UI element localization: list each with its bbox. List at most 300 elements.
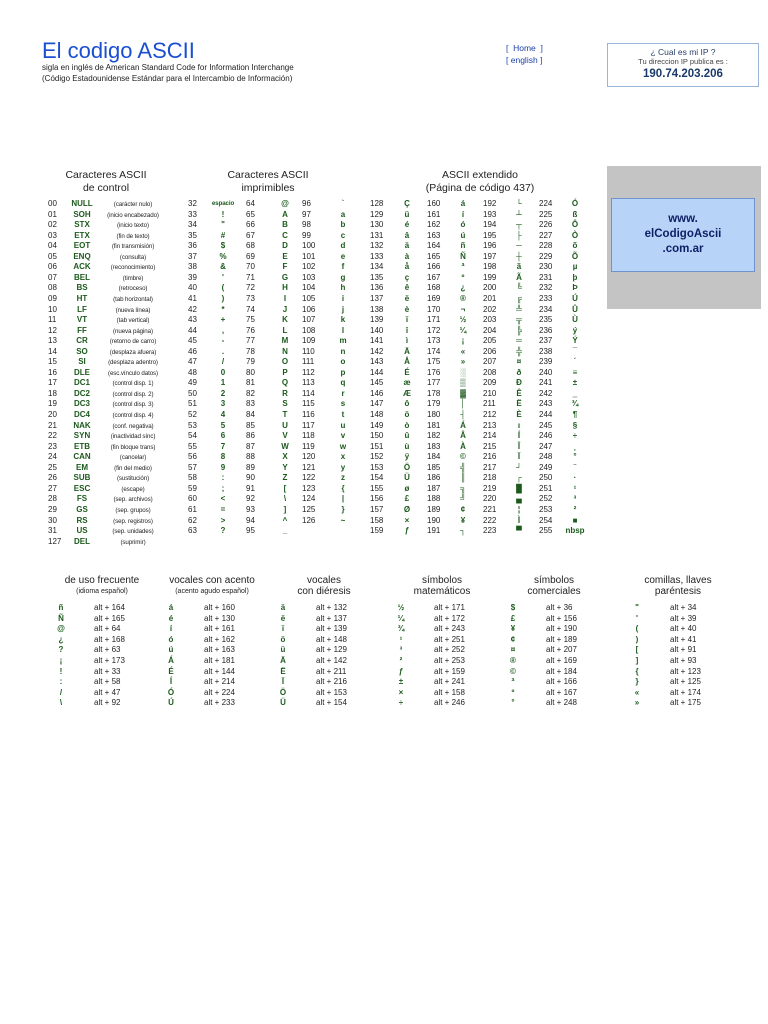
printable-code: 75 [246,315,255,325]
group-char: ú [168,645,174,655]
extended-code: 205 [483,336,497,346]
group-altcode: alt + 253 [434,656,465,665]
printable-code: 108 [302,325,316,335]
control-abbrev: ETX [74,230,90,240]
control-desc: (consulta) [119,253,147,261]
printable-code: 64 [246,199,255,208]
extended-char: Ù [572,315,578,325]
extended-code: 140 [370,325,384,335]
group-altcode: alt + 214 [204,677,235,687]
english-link[interactable]: english [510,55,538,65]
printable-char: } [341,504,345,514]
printable-code: 67 [246,230,255,240]
group-altcode: alt + 160 [204,603,235,612]
extended-code: 146 [370,388,384,398]
extended-char: ▄ [516,494,522,504]
control-code: 20 [48,410,57,419]
extended-char: ü [404,209,410,219]
extended-code: 171 [427,315,441,325]
extended-char: « [460,346,466,356]
printable-char: U [282,420,288,430]
printable-char: y [340,462,346,472]
section-header-control: Caracteres ASCII de control [65,169,147,194]
group-altcode: alt + 40 [670,624,697,634]
extended-code: 228 [539,241,553,251]
group-char: ² [399,656,403,665]
extended-code: 168 [427,283,441,293]
control-abbrev: NULL [71,199,93,208]
extended-char: ¢ [460,504,466,514]
extended-char: ı [517,420,521,430]
printable-code: 122 [302,473,316,483]
extended-char: Ö [403,462,411,472]
control-code: 19 [48,399,57,409]
site-banner [607,166,761,309]
printable-char: ' [222,272,224,282]
group-altcode: alt + 39 [670,613,697,623]
printable-code: 36 [188,241,197,251]
control-abbrev: HT [76,293,88,303]
extended-code: 155 [370,483,384,493]
group-char: Ä [280,656,286,665]
extended-code: 242 [539,388,553,398]
extended-char: æ [403,378,411,388]
control-desc: (inicio encabezado) [107,211,159,219]
extended-code: 221 [483,504,497,514]
extended-char: ╚ [516,283,522,293]
extended-code: 166 [427,262,441,272]
printable-char: ( [221,283,225,293]
control-abbrev: LF [77,304,87,314]
extended-char: ã [516,262,522,272]
page-title: El codigo ASCII [42,38,195,63]
control-code: 13 [48,336,57,346]
printable-code: 99 [302,230,311,240]
group-char: º [511,687,515,697]
control-code: 14 [48,346,57,356]
printable-code: 41 [188,293,197,303]
extended-code: 164 [427,241,441,251]
printable-code: 43 [188,315,197,325]
control-abbrev: STX [74,220,90,230]
extended-code: 149 [370,420,384,430]
printable-char: v [340,431,346,441]
extended-char: õ [572,241,578,251]
printable-char: ^ [282,515,288,525]
printable-char: 6 [220,431,226,441]
extended-char: ² [573,504,577,514]
control-desc: (conf. negativa) [112,422,154,430]
extended-code: 229 [539,251,553,261]
group-altcode: alt + 167 [546,687,577,697]
extended-code: 215 [483,441,497,451]
group-header: vocales con diéresis [297,575,351,597]
group-char: ¡ [59,656,63,665]
group-char: Ë [280,666,286,676]
extended-char: Á [460,420,466,430]
extended-char: ┐ [460,526,466,536]
extended-code: 151 [370,441,384,451]
printable-code: 87 [246,441,255,451]
group-char: ° [511,698,515,708]
group-altcode: alt + 91 [670,645,697,655]
extended-code: 161 [427,209,441,219]
group-char: Ó [167,687,175,697]
group-char: Ö [279,687,287,697]
printable-code: 114 [302,388,315,398]
printable-char: T [282,410,288,419]
control-desc: (inicio texto) [117,222,149,230]
control-desc: (tab vertical) [116,317,150,325]
extended-char: ÿ [404,452,410,462]
extended-code: 251 [539,483,553,493]
extended-code: 239 [539,357,553,367]
control-code: 11 [48,315,57,325]
group-char: ³ [399,645,403,655]
control-desc: (fin del medio) [114,464,152,472]
extended-code: 225 [539,209,553,219]
control-abbrev: VT [76,315,88,325]
extended-code: 170 [427,304,441,314]
extended-code: 136 [370,283,384,293]
printable-code: 44 [188,325,197,335]
printable-code: 104 [302,283,316,293]
extended-code: 237 [539,336,553,346]
group-altcode: alt + 63 [94,645,121,655]
control-abbrev: DC4 [73,410,90,419]
extended-code: 163 [427,230,441,240]
extended-char: ± [572,378,578,388]
extended-code: 185 [427,462,441,472]
group-char: ñ [58,603,64,612]
control-desc: (tab horizontal) [113,295,153,303]
extended-code: 193 [483,209,497,219]
group-char: ö [280,634,286,644]
printable-char: M [281,336,289,346]
printable-code: 65 [246,209,255,219]
printable-code: 50 [188,388,197,398]
extended-code: 213 [483,420,497,430]
printable-char: w [339,441,347,451]
printable-char: 5 [220,420,226,430]
printable-char: W [281,441,289,451]
printable-char: o [340,357,346,367]
group-altcode: alt + 144 [204,666,235,676]
printable-code: 84 [246,410,255,419]
control-desc: (nueva línea) [115,306,151,314]
control-desc: (sustitución) [116,475,150,483]
control-desc: (timbre) [122,274,144,282]
printable-code: 51 [188,399,197,409]
group-altcode: alt + 172 [434,613,465,623]
printable-code: 100 [302,241,316,251]
group-altcode: alt + 93 [670,656,697,665]
extended-char: Ò [571,230,579,240]
printable-char: r [341,388,345,398]
extended-code: 227 [539,230,553,240]
extended-char: ▒ [460,378,466,388]
group-char: £ [510,613,516,623]
printable-char: % [219,251,227,261]
extended-code: 183 [427,441,441,451]
ip-desc: Tu direccion IP publica es : [638,57,728,66]
control-desc: (reconocimiento) [110,264,156,272]
extended-code: 200 [483,283,497,293]
extended-char: ú [460,230,466,240]
extended-char: ┤ [460,410,466,419]
group-altcode: alt + 252 [434,645,465,655]
extended-char: § [572,420,578,430]
extended-char: ° [573,452,577,462]
control-abbrev: GS [76,504,88,514]
printable-char: H [282,283,288,293]
printable-char: h [340,283,346,293]
printable-code: 42 [188,304,197,314]
control-desc: (suprimir) [120,538,146,546]
nav-links: [ Home ] [ english ] [506,43,543,65]
extended-char: ® [460,293,466,303]
control-abbrev: SO [76,346,88,356]
control-code: 27 [48,483,57,493]
home-link[interactable]: Home [513,43,536,53]
printable-code: 123 [302,483,316,493]
printable-code: 82 [246,388,255,398]
group-altcode: alt + 233 [204,698,235,708]
group-altcode: alt + 207 [546,645,577,655]
printable-code: 56 [188,452,197,462]
group-char: × [398,687,404,697]
extended-code: 157 [370,504,384,514]
extended-char: Í [517,431,521,441]
banner-link[interactable]: www. elCodigoAscii .com.ar [611,198,755,272]
group-char: ¤ [510,645,516,655]
control-code: 22 [48,431,57,441]
extended-code: 194 [483,220,497,230]
printable-char: b [340,220,346,230]
group-char: ¹ [399,634,403,644]
extended-char: ╩ [516,304,522,314]
printable-char: , [221,325,225,335]
extended-code: 198 [483,262,497,272]
extended-char: À [460,441,466,451]
extended-code: 188 [427,494,441,504]
printable-code: 102 [302,262,316,272]
group-altcode: alt + 243 [434,624,465,634]
group-char: ( [635,624,639,634]
extended-code: 204 [483,325,497,335]
control-abbrev: ETB [74,441,90,451]
control-abbrev: DEL [74,536,90,546]
printable-code: 110 [302,346,315,356]
extended-char: ┘ [516,462,522,472]
extended-code: 159 [370,526,384,536]
printable-code: 88 [246,452,255,462]
extended-char: Û [572,304,578,314]
extended-char: å [404,262,410,272]
group-char: ) [635,634,639,644]
extended-code: 179 [427,399,441,409]
group-char: ¾ [397,624,405,634]
printable-char: 7 [220,441,226,451]
control-desc: (desplaza adentro) [108,359,158,367]
group-altcode: alt + 181 [204,656,235,665]
printable-code: 35 [188,230,197,240]
printable-code: 32 [188,199,197,208]
control-abbrev: ESC [73,483,91,493]
extended-char: ð [516,367,522,377]
printable-code: 112 [302,367,315,377]
extended-char: ¶ [572,410,578,419]
control-code: 04 [48,241,57,251]
extended-char: ├ [516,230,522,240]
extended-char: Ã [516,272,522,282]
control-desc: (control disp. 1) [112,380,154,388]
printable-code: 91 [246,483,255,493]
printable-code: 113 [302,378,315,388]
printable-char: Q [281,378,289,388]
extended-char: ¨ [573,462,577,472]
extended-char: ¹ [573,483,577,493]
extended-code: 137 [370,293,384,303]
printable-code: 109 [302,336,316,346]
printable-char: 4 [220,410,226,419]
extended-code: 152 [370,452,384,462]
group-char: ¢ [510,634,516,644]
extended-char: ╔ [516,293,522,303]
extended-code: 138 [370,304,384,314]
extended-code: 189 [427,504,441,514]
printable-char: D [282,241,288,251]
printable-code: 76 [246,325,255,335]
control-abbrev: NAK [73,420,91,430]
control-code: 17 [48,378,57,388]
printable-code: 53 [188,420,197,430]
group-char: ÷ [398,698,404,708]
extended-char: ┌ [516,473,522,483]
printable-code: 89 [246,462,255,472]
extended-code: 252 [539,494,553,504]
printable-char: x [340,452,346,462]
printable-code: 58 [188,473,197,483]
extended-char: á [460,199,466,208]
extended-char: Ó [571,199,579,208]
group-char: Í [169,677,173,687]
extended-char: Ë [516,399,522,409]
extended-code: 247 [539,441,553,451]
printable-char: j [341,304,345,314]
extended-char: û [404,431,410,441]
extended-char: Ü [404,473,410,483]
printable-char: 1 [220,378,226,388]
extended-char: Õ [571,251,579,261]
group-altcode: alt + 148 [316,634,347,644]
group-char: Ñ [58,613,64,623]
extended-char: ╬ [516,346,522,356]
extended-code: 206 [483,346,497,356]
extended-char: ╗ [460,483,466,493]
control-code: 12 [48,325,57,335]
printable-char: F [282,262,288,272]
group-altcode: alt + 163 [204,645,235,655]
extended-char: è [404,304,410,314]
printable-char: & [220,262,226,272]
printable-code: 81 [246,378,255,388]
printable-char: ; [221,483,225,493]
group-altcode: alt + 64 [94,624,121,634]
control-code: 127 [48,536,62,546]
group-altcode: alt + 129 [316,645,347,655]
printable-char: 3 [220,399,226,409]
group-altcode: alt + 156 [546,613,577,623]
group-altcode: alt + 154 [316,698,347,708]
control-code: 09 [48,293,57,303]
extended-char: ý [572,325,578,335]
extended-code: 224 [539,199,553,208]
extended-code: 253 [539,504,553,514]
printable-code: 116 [302,410,315,419]
extended-char: Ñ [460,251,466,261]
group-header: vocales con acento (acento agudo español) [169,575,255,595]
printable-code: 124 [302,494,316,504]
extended-char: Å [404,357,410,367]
control-abbrev: SYN [73,431,91,441]
printable-char: \ [283,494,287,504]
extended-char: ò [404,420,410,430]
extended-code: 238 [539,346,553,356]
control-desc: (cancelar) [119,454,147,462]
extended-code: 223 [483,526,497,536]
extended-char: Ø [403,504,411,514]
printable-code: 66 [246,220,255,230]
control-code: 25 [48,462,57,472]
printable-char: K [282,315,288,325]
extended-char: à [404,251,410,261]
control-abbrev: DLE [74,367,90,377]
control-code: 29 [48,504,57,514]
extended-code: 162 [427,220,441,230]
printable-code: 107 [302,315,316,325]
control-abbrev: FS [76,494,88,504]
extended-code: 147 [370,399,384,409]
printable-code: 94 [246,515,255,525]
control-desc: (sep. registros) [113,517,153,525]
group-altcode: alt + 211 [316,666,347,676]
control-abbrev: CR [76,336,88,346]
printable-char: ) [221,293,225,303]
extended-char: ª [461,262,465,272]
printable-char: m [339,336,347,346]
printable-code: 57 [188,462,197,472]
extended-char: Ï [517,452,521,462]
extended-char: Ú [572,293,578,303]
group-altcode: alt + 169 [546,656,577,665]
printable-char: t [341,410,345,419]
control-code: 18 [48,388,57,398]
group-header: símbolos comerciales [527,575,581,597]
extended-char: þ [572,272,578,282]
group-char: @ [57,624,65,634]
group-char: / [59,687,63,697]
printable-char: S [282,399,288,409]
extended-char: ´ [573,357,577,367]
printable-char: = [220,504,226,514]
extended-code: 231 [539,272,553,282]
printable-code: 33 [188,209,197,219]
printable-char: O [281,357,289,367]
extended-code: 254 [539,515,553,525]
printable-code: 78 [246,346,255,356]
printable-char: z [341,473,345,483]
